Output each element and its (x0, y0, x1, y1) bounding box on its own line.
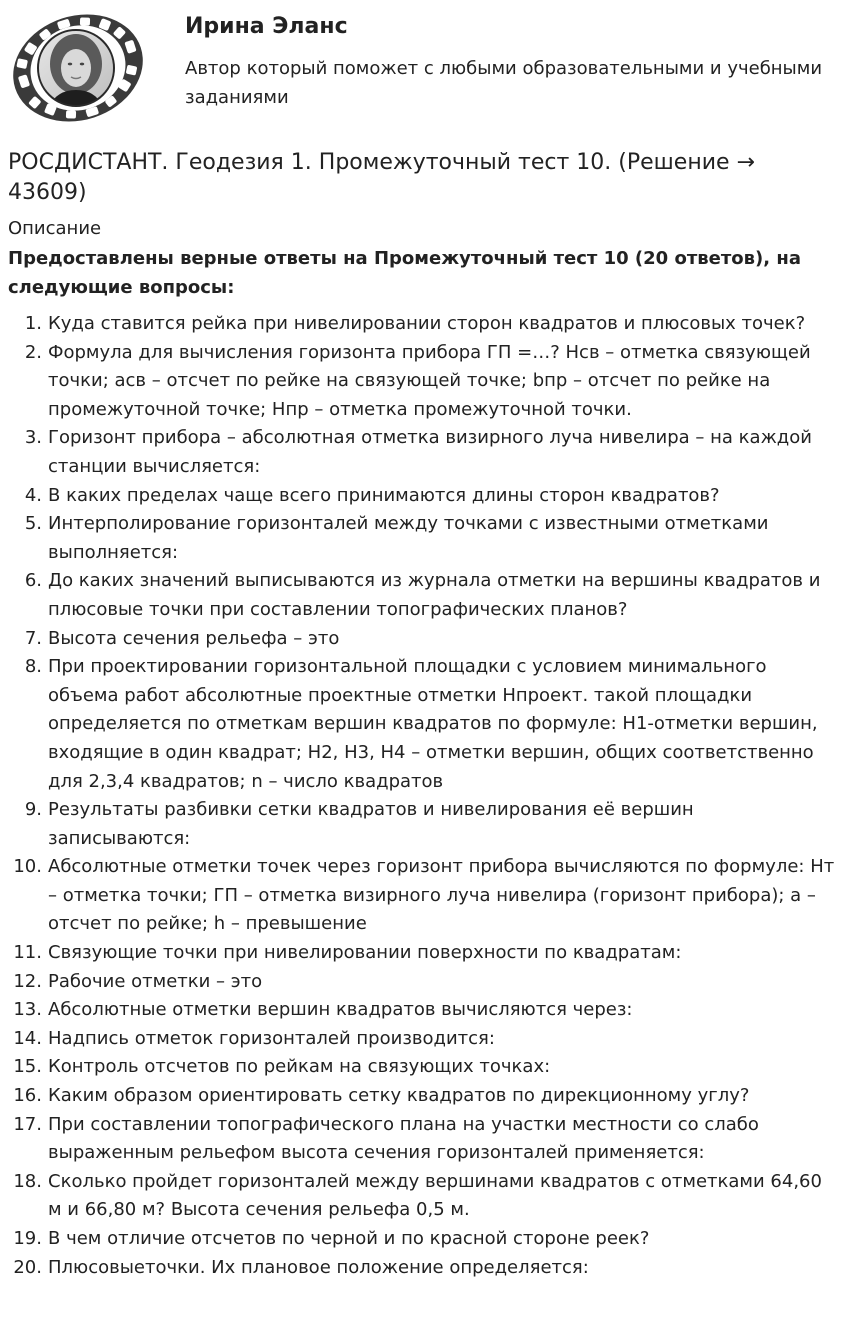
question-number: 13. (13, 999, 42, 1021)
question-text: Высота сечения рельефа – это (48, 627, 340, 649)
question-item (0, 653, 836, 796)
question-text: До каких значений выписываются из журнала отметки на вершины квадратов и плюсовые точки при составлении топографических планов? (48, 570, 821, 620)
question-item (0, 482, 836, 511)
question-text: Формула для вычисления горизонта прибора ГП =…? Нсв – отметка связующей точки; асв – отсчет по рейке на связующей точке; bпр – отсчет по рейке на промежуточной точке; Нпр – отметка промежуточной точки. (48, 341, 811, 420)
description-label: Описание (8, 218, 102, 239)
question-number: 5. (24, 513, 42, 535)
question-item (0, 796, 836, 853)
question-text: В каких пределах чаще всего принимаются длины сторон квадратов? (48, 484, 720, 506)
question-number: 10. (13, 856, 42, 878)
question-number: 18. (13, 1170, 42, 1192)
question-text: Результаты разбивки сетки квадратов и нивелирования её вершин записываются: (48, 799, 694, 849)
question-item (0, 1168, 836, 1225)
question-number: 17. (13, 1113, 42, 1135)
question-text: Сколько пройдет горизонталей между вершинами квадратов с отметками 64,60 м и 66,80 м? Высота сечения рельефа 0,5 м. (48, 1170, 822, 1221)
question-text: В чем отличие отсчетов по черной и по красной стороне реек? (48, 1228, 650, 1249)
author-description: Автор который поможет с любыми образовательными и учебными заданиями (185, 58, 823, 108)
question-text: Интерполирование горизонталей между точками с известными отметками выполняется: (48, 513, 769, 563)
question-text: Горизонт прибора – абсолютная отметка визирного луча нивелира – на каждой станции вычисляется: (48, 427, 812, 477)
question-item (0, 1111, 836, 1168)
page-title: РОСДИСТАНТ. Геодезия 1. Промежуточный тест 10. (Решение → 43609) (8, 150, 755, 205)
author-card (6, 6, 841, 128)
question-item (0, 1225, 836, 1254)
question-number: 20. (13, 1256, 42, 1278)
question-text: Надпись отметок горизонталей производится: (48, 1027, 495, 1049)
author-name[interactable]: Ирина Эланс (185, 14, 348, 39)
question-number: 19. (13, 1228, 42, 1249)
question-text: Связующие точки при нивелировании поверхности по квадратам: (48, 942, 682, 964)
question-text: Куда ставится рейка при нивелировании сторон квадратов и плюсовых точек? (48, 313, 806, 334)
question-item (0, 1254, 836, 1283)
question-item (0, 968, 836, 997)
question-number: 16. (13, 1085, 42, 1107)
question-item (0, 1053, 836, 1082)
question-item (0, 567, 836, 624)
question-item (0, 853, 836, 939)
question-number: 12. (13, 970, 42, 992)
question-number: 14. (13, 1027, 42, 1049)
question-number: 7. (24, 627, 42, 649)
intro-text: Предоставлены верные ответы на Промежуточный тест 10 (20 ответов), на следующие вопросы: (8, 248, 801, 298)
question-text: Абсолютные отметки точек через горизонт прибора вычисляются по формуле: Нт – отметка точки; ГП – отметка визирного луча нивелира (горизонт прибора); а – отсчет по рейке; h – превышение (48, 856, 835, 935)
question-number: 8. (24, 656, 42, 678)
question-text: Каким образом ориентировать сетку квадратов по дирекционному углу? (48, 1085, 750, 1107)
questions-list (0, 310, 836, 1282)
question-text: Плюсовыеточки. Их плановое положение определяется: (48, 1256, 589, 1278)
question-item (0, 310, 836, 339)
question-number: 15. (13, 1056, 42, 1078)
question-item (0, 510, 836, 567)
question-item (0, 1082, 836, 1111)
question-item (0, 1025, 836, 1054)
question-number: 1. (24, 313, 42, 334)
question-text: При проектировании горизонтальной площадки с условием минимального объема работ абсолютные проектные отметки Нпроект. такой площадки определяется по отметкам вершин квадратов по формуле: Н1-отметки вершин, входящие в один квадрат; Н2, Н3, Н4 – отметки вершин, общих соответственно для 2,3,4 квадратов; n – число квадратов (48, 656, 818, 792)
question-item (0, 424, 836, 481)
question-number: 6. (24, 570, 42, 592)
question-number: 11. (13, 942, 42, 964)
question-item (0, 625, 836, 654)
question-text: Рабочие отметки – это (48, 970, 263, 992)
question-number: 3. (24, 427, 42, 449)
question-number: 2. (24, 341, 42, 363)
question-number: 9. (24, 799, 42, 821)
question-text: Контроль отсчетов по рейкам на связующих точках: (48, 1056, 551, 1078)
question-item (0, 996, 836, 1025)
question-item (0, 339, 836, 425)
film-frame-avatar-icon (6, 6, 156, 128)
question-number: 4. (24, 484, 42, 506)
question-text: Абсолютные отметки вершин квадратов вычисляются через: (48, 999, 633, 1021)
author-avatar (6, 6, 156, 128)
question-item (0, 939, 836, 968)
question-text: При составлении топографического плана на участки местности со слабо выраженным рельефом высота сечения горизонталей применяется: (48, 1113, 759, 1164)
